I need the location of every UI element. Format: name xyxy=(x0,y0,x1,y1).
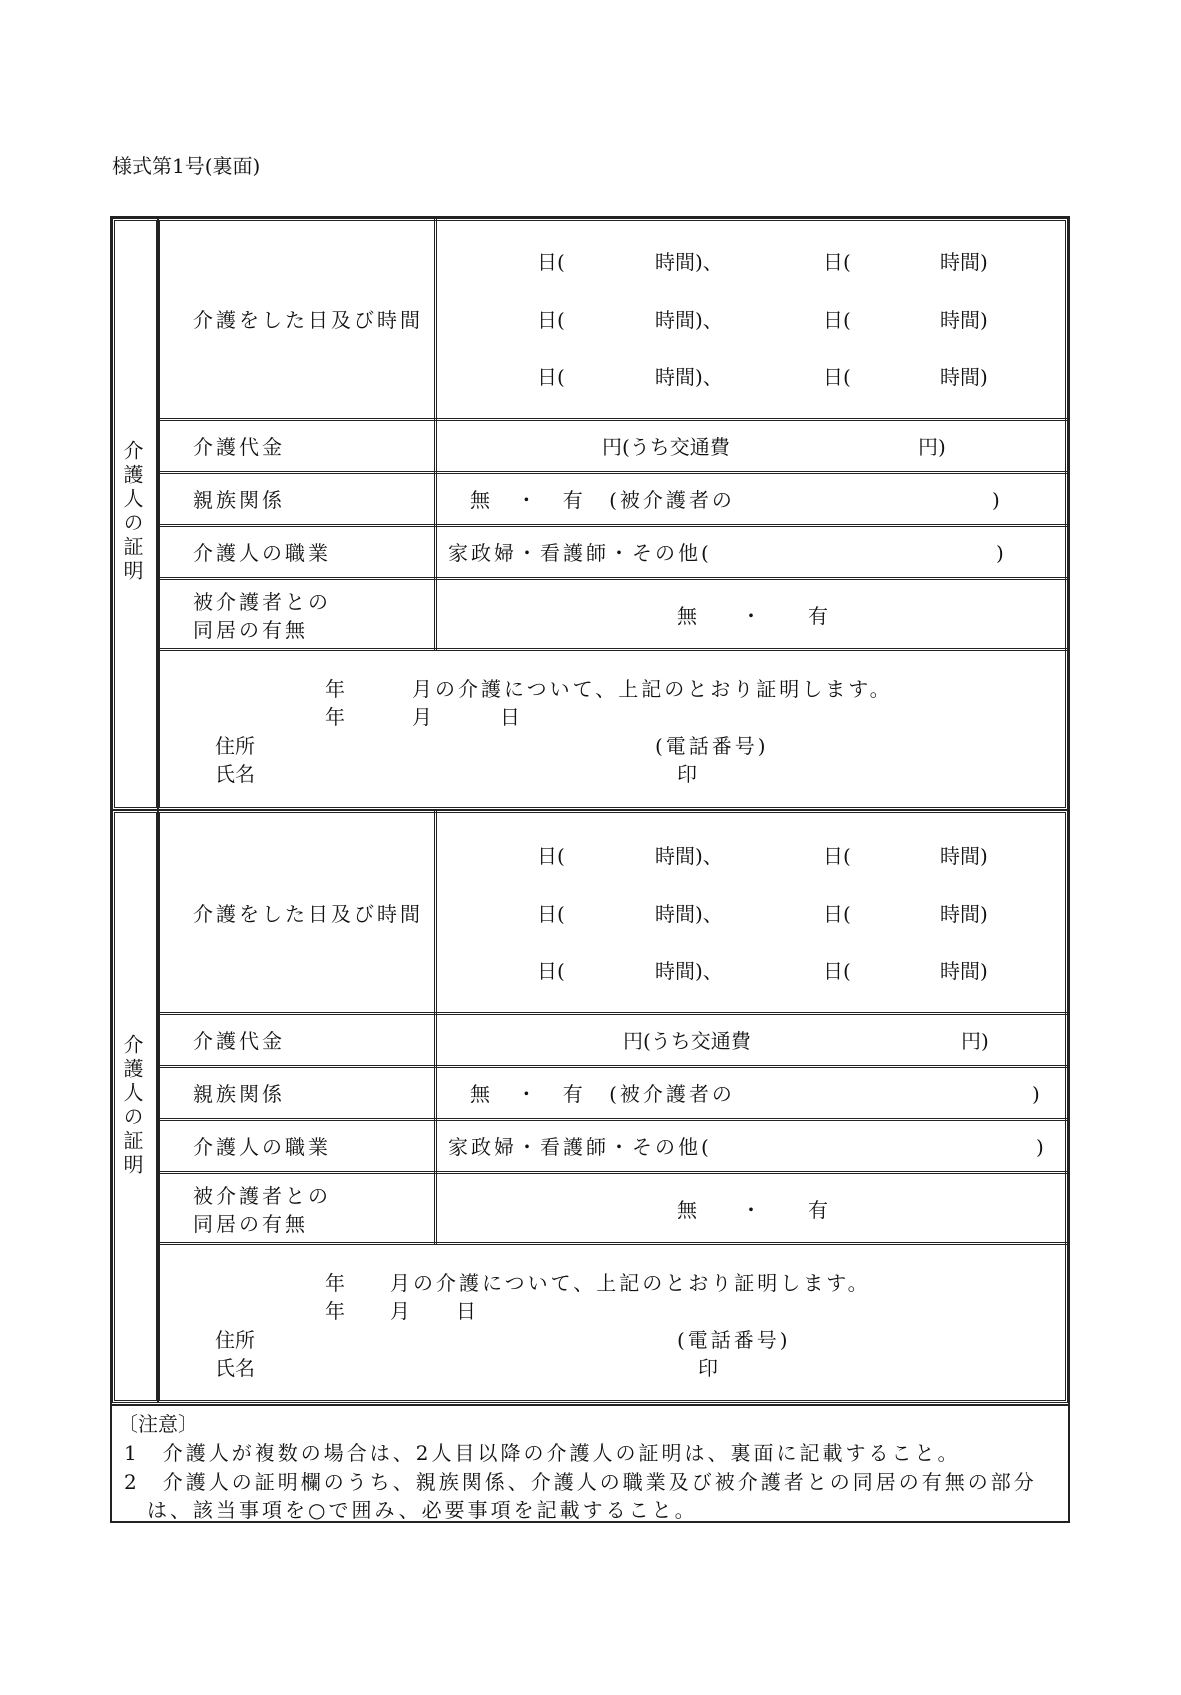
section-2-side-label: 介護人の証明 xyxy=(120,1034,144,1178)
cohabit-dot: ・ xyxy=(741,604,761,628)
date-row-time-b: 時間) xyxy=(940,959,988,983)
cert-date-month: 月 xyxy=(412,705,432,729)
cert-month-text: 月の介護について、上記のとおり証明します。 xyxy=(390,1271,871,1295)
form-title: 様式第1号(裏面) xyxy=(112,154,261,178)
date-row-time-a: 時間)、 xyxy=(655,959,723,983)
section-1-table xyxy=(157,218,1068,810)
cohabit-no: 無 xyxy=(677,604,697,628)
seal-label: 印 xyxy=(677,762,697,786)
section-1-row-line xyxy=(157,577,1068,580)
section-1-row-line xyxy=(157,524,1068,527)
section-2-row-line xyxy=(157,1242,1068,1245)
date-row-day-a: 日( xyxy=(537,959,565,983)
date-row-time-a: 時間)、 xyxy=(655,250,723,274)
date-row-day-b: 日( xyxy=(823,902,851,926)
address-label: 住所 xyxy=(215,734,255,758)
phone-label: (電話番号) xyxy=(677,1328,791,1352)
occupation-label: 介護人の職業 xyxy=(193,541,331,565)
address-label: 住所 xyxy=(215,1328,255,1352)
cohabit-dot: ・ xyxy=(741,1198,761,1222)
cert-date-day: 日 xyxy=(456,1299,476,1323)
section-1-row-line xyxy=(157,648,1068,651)
date-row-day-b: 日( xyxy=(823,844,851,868)
cert-year: 年 xyxy=(325,1271,345,1295)
date-row-time-a: 時間)、 xyxy=(655,844,723,868)
cert-date-year: 年 xyxy=(325,1299,345,1323)
section-2-row-line xyxy=(157,1118,1068,1121)
date-row-day-b: 日( xyxy=(823,365,851,389)
cohabit-label-line-2: 同居の有無 xyxy=(193,618,308,642)
occupation-label: 介護人の職業 xyxy=(193,1135,331,1159)
occupation-value: 家政婦・看護師・その他( xyxy=(448,1135,712,1159)
phone-label: (電話番号) xyxy=(655,734,769,758)
note-item: 1 介護人が複数の場合は、2人目以降の介護人の証明は、裏面に記載すること。 xyxy=(124,1441,961,1465)
cohabit-label-line-1: 被介護者との xyxy=(193,590,331,614)
relation-close: ) xyxy=(1032,1082,1040,1106)
date-row-day-a: 日( xyxy=(537,308,565,332)
date-row-time-b: 時間) xyxy=(940,844,988,868)
notes-separator xyxy=(110,1404,1070,1406)
date-row-time-a: 時間)、 xyxy=(655,365,723,389)
occupation-value: 家政婦・看護師・その他( xyxy=(448,541,712,565)
cohabit-no: 無 xyxy=(677,1198,697,1222)
occupation-close: ) xyxy=(1036,1135,1044,1159)
care-dates-label: 介護をした日及び時間 xyxy=(193,902,423,926)
seal-label: 印 xyxy=(698,1356,718,1380)
cohabit-yes: 有 xyxy=(808,604,828,628)
relation-value: 無 ・ 有 (被介護者の xyxy=(470,488,735,512)
cohabit-label-line-2: 同居の有無 xyxy=(193,1212,308,1236)
section-1-side-label: 介護人の証明 xyxy=(120,440,144,584)
date-row-time-a: 時間)、 xyxy=(655,902,723,926)
name-label: 氏名 xyxy=(215,762,255,786)
relation-value: 無 ・ 有 (被介護者の xyxy=(470,1082,735,1106)
section-2-col-divider xyxy=(434,810,437,1244)
date-row-day-b: 日( xyxy=(823,308,851,332)
fee-label: 介護代金 xyxy=(193,435,285,459)
relation-label: 親族関係 xyxy=(193,1082,285,1106)
section-2-row-line xyxy=(157,1065,1068,1068)
fee-yen: 円(うち交通費 xyxy=(623,1029,751,1053)
section-2-row-line xyxy=(157,1171,1068,1174)
name-label: 氏名 xyxy=(215,1356,255,1380)
fee-yen: 円(うち交通費 xyxy=(602,435,730,459)
cohabit-label-line-1: 被介護者との xyxy=(193,1184,331,1208)
date-row-day-a: 日( xyxy=(537,902,565,926)
section-1-col-divider xyxy=(434,218,437,650)
cert-date-year: 年 xyxy=(325,705,345,729)
care-dates-label: 介護をした日及び時間 xyxy=(193,308,423,332)
cert-date-day: 日 xyxy=(500,705,520,729)
occupation-close: ) xyxy=(996,541,1004,565)
date-row-day-a: 日( xyxy=(537,365,565,389)
note-item: は、該当事項を○で囲み、必要事項を記載すること。 xyxy=(124,1498,698,1522)
notes-heading: 〔注意〕 xyxy=(118,1412,198,1436)
date-row-time-b: 時間) xyxy=(940,365,988,389)
cert-date-month: 月 xyxy=(390,1299,410,1323)
date-row-time-b: 時間) xyxy=(940,902,988,926)
date-row-time-a: 時間)、 xyxy=(655,308,723,332)
cert-year: 年 xyxy=(325,677,345,701)
date-row-time-b: 時間) xyxy=(940,308,988,332)
fee-yen-close: 円) xyxy=(961,1029,989,1053)
note-item: 2 介護人の証明欄のうち、親族関係、介護人の職業及び被介護者との同居の有無の部分 xyxy=(124,1470,1037,1494)
fee-yen-close: 円) xyxy=(918,435,946,459)
date-row-day-a: 日( xyxy=(537,250,565,274)
section-1-row-line xyxy=(157,471,1068,474)
section-2-row-line xyxy=(157,1012,1068,1015)
relation-close: ) xyxy=(992,488,1000,512)
fee-label: 介護代金 xyxy=(193,1029,285,1053)
cert-month-text: 月の介護について、上記のとおり証明します。 xyxy=(412,677,893,701)
cohabit-yes: 有 xyxy=(808,1198,828,1222)
date-row-day-a: 日( xyxy=(537,844,565,868)
date-row-day-b: 日( xyxy=(823,959,851,983)
relation-label: 親族関係 xyxy=(193,488,285,512)
section-2-table xyxy=(157,810,1068,1403)
date-row-time-b: 時間) xyxy=(940,250,988,274)
section-1-row-line xyxy=(157,418,1068,421)
date-row-day-b: 日( xyxy=(823,250,851,274)
